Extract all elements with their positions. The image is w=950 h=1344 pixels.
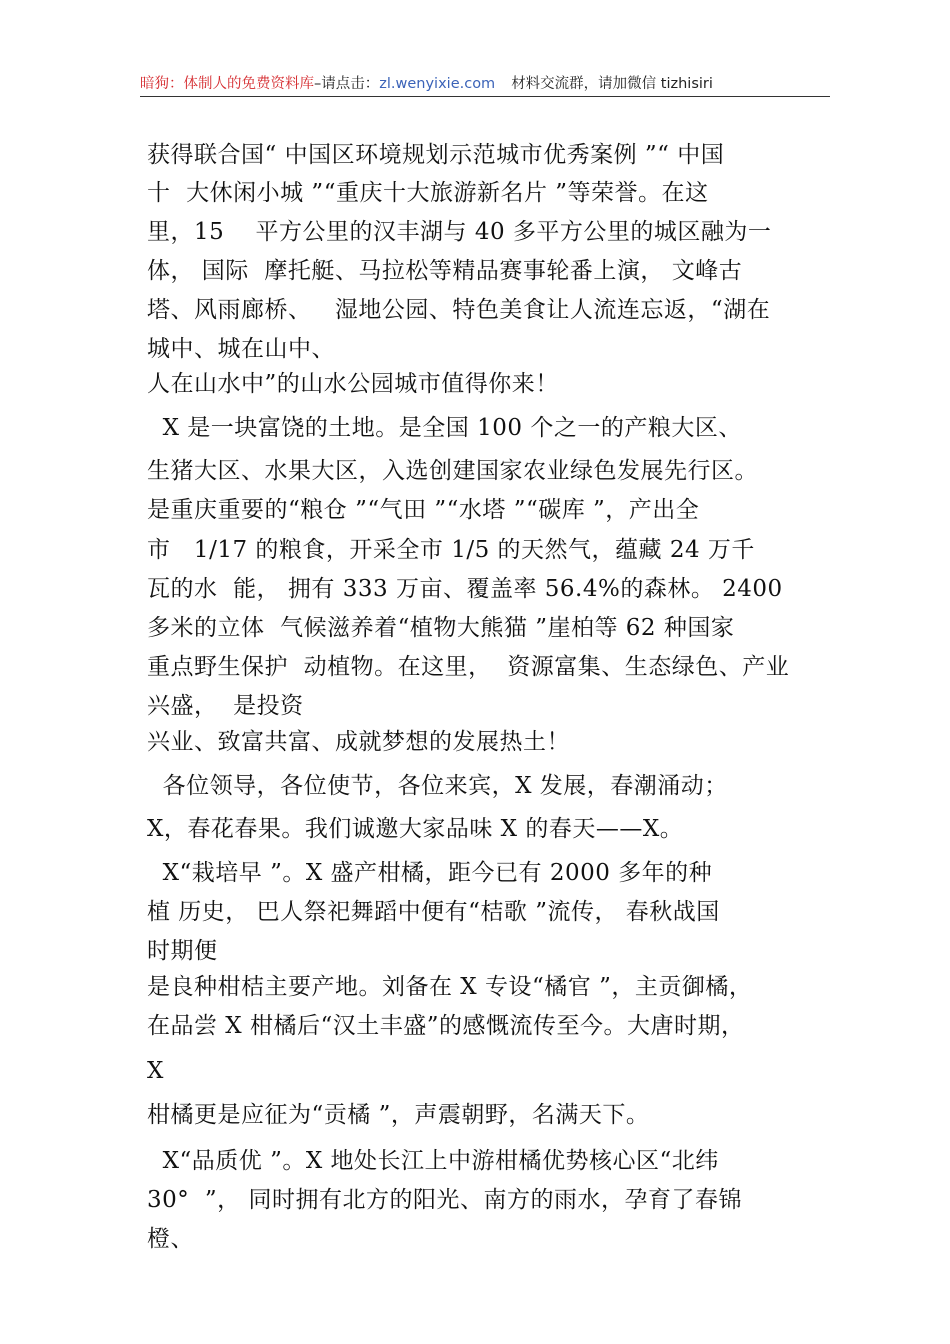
- body-line: 重点野生保护 动植物。在这里， 资源富集、生态绿色、产业: [147, 654, 790, 680]
- body-line: X，春花春果。我们诚邀大家品味 X 的春天——X。: [147, 816, 684, 842]
- body-line: X“品质优 ”。X 地处长江上中游柑橘优势核心区“北纬: [147, 1148, 719, 1174]
- body-line: 里，15 平方公里的汉丰湖与 40 多平方公里的城区融为一: [147, 219, 772, 245]
- body-line: 时期便: [147, 938, 218, 964]
- body-line: 生猪大区、水果大区，入选创建国家农业绿色发展先行区。: [147, 458, 758, 484]
- body-line: 兴业、致富共富、成就梦想的发展热土！: [147, 729, 570, 755]
- body-line: 获得联合国“ 中国区环境规划示范城市优秀案例 ”“ 中国: [147, 142, 725, 168]
- body-line: 橙、: [147, 1226, 194, 1252]
- header-divider: [140, 96, 830, 97]
- body-line: 各位领导，各位使节，各位来宾，X 发展，春潮涌动；: [147, 773, 728, 799]
- header-brand: 暗狗：体制人的免费资料库: [140, 76, 314, 92]
- body-line: 是良种柑桔主要产地。刘备在 X 专设“橘官 ”，主贡御橘，: [147, 974, 753, 1000]
- body-line: 植 历史， 巴人祭祀舞蹈中便有“桔歌 ”流传， 春秋战国: [147, 899, 720, 925]
- body-line: 十 大休闲小城 ”“重庆十大旅游新名片 ”等荣誉。在这: [147, 180, 709, 206]
- body-line: 30° ”， 同时拥有北方的阳光、南方的雨水，孕育了春锦: [147, 1187, 742, 1213]
- body-line: 是重庆重要的“粮仓 ”“气田 ”“水塔 ”“碳库 ”，产出全: [147, 497, 700, 523]
- body-line: 人在山水中”的山水公园城市值得你来！: [147, 371, 559, 397]
- body-line: 城中、城在山中、: [147, 336, 335, 362]
- body-line: 体， 国际 摩托艇、马拉松等精品赛事轮番上演， 文峰古: [147, 258, 743, 284]
- body-line: 兴盛， 是投资: [147, 693, 304, 719]
- header-note: 材料交流群，请加微信 tizhisiri: [511, 76, 713, 92]
- header-separator: –请点击：: [314, 76, 380, 92]
- page-header: [140, 72, 830, 96]
- body-line: X“栽培早 ”。X 盛产柑橘，距今已有 2000 多年的种: [147, 860, 713, 886]
- body-line: 柑橘更是应征为“贡橘 ”，声震朝野，名满天下。: [147, 1102, 650, 1128]
- body-line: 塔、风雨廊桥、 湿地公园、特色美食让人流连忘返，“湖在: [147, 297, 771, 323]
- body-line: 瓦的水 能， 拥有 333 万亩、覆盖率 56.4%的森林。 2400: [147, 576, 783, 602]
- body-line: 多米的立体 气候滋养着“植物大熊猫 ”崖柏等 62 种国家: [147, 615, 735, 641]
- body-line: X: [147, 1058, 164, 1084]
- body-line: X 是一块富饶的土地。是全国 100 个之一的产粮大区、: [147, 415, 742, 441]
- header-link[interactable]: zl.wenyixie.com: [379, 76, 496, 92]
- body-line: 在品尝 X 柑橘后“汉土丰盛”的感慨流传至今。大唐时期，: [147, 1013, 745, 1039]
- body-line: 市 1/17 的粮食，开采全市 1/5 的天然气，蕴藏 24 万千: [147, 537, 755, 563]
